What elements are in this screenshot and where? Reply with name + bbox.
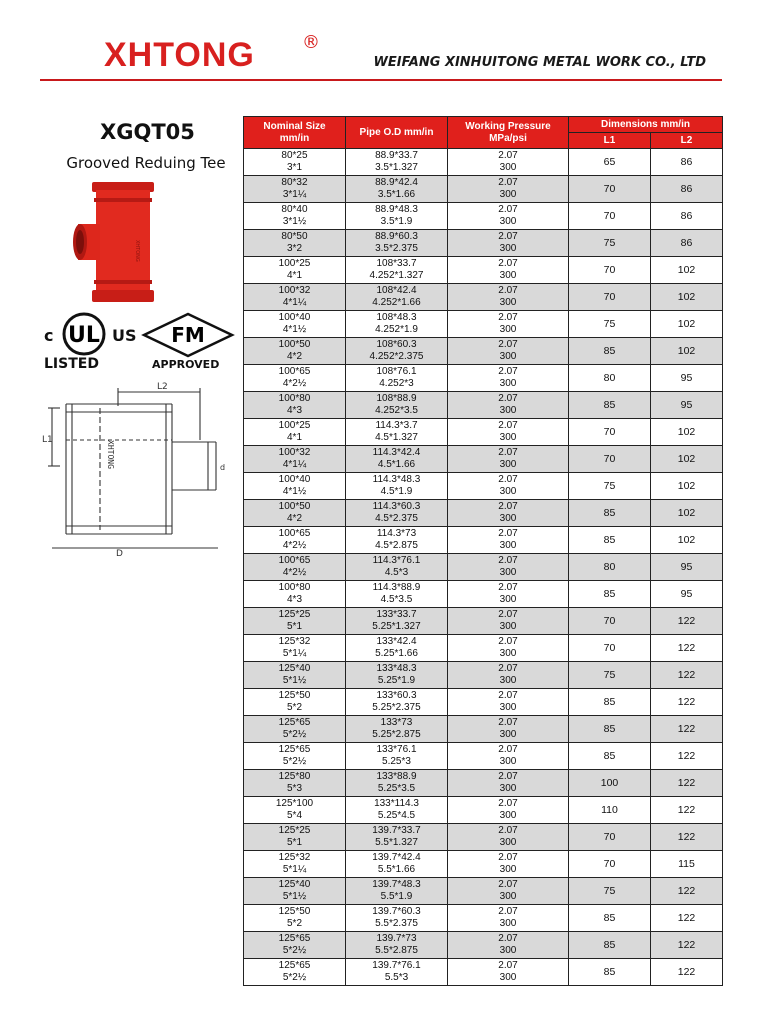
cell-working-pressure: 2.07 300 [448,527,569,554]
cell-l2: 102 [651,419,723,446]
spec-table [243,116,723,986]
table-row [244,716,723,743]
cell-l2: 122 [651,689,723,716]
cell-nominal-size: 125*32 5*1¼ [244,635,346,662]
cell-pipe-od: 88.9*33.7 3.5*1.327 [346,149,448,176]
cell-l1: 70 [569,176,651,203]
ul-us-label: US [112,326,137,345]
cell-working-pressure: 2.07 300 [448,662,569,689]
cell-pipe-od: 114.3*42.4 4.5*1.66 [346,446,448,473]
fm-logo-icon [140,312,236,358]
product-image [72,180,172,304]
cell-working-pressure: 2.07 300 [448,932,569,959]
cell-l2: 86 [651,230,723,257]
table-row [244,581,723,608]
cell-l1: 75 [569,311,651,338]
cell-nominal-size: 125*32 5*1¼ [244,851,346,878]
cell-working-pressure: 2.07 300 [448,851,569,878]
cell-pipe-od: 88.9*42.4 3.5*1.66 [346,176,448,203]
table-row [244,311,723,338]
cell-pipe-od: 108*88.9 4.252*3.5 [346,392,448,419]
cell-l1: 85 [569,527,651,554]
cell-nominal-size: 100*65 4*2½ [244,365,346,392]
cell-working-pressure: 2.07 300 [448,284,569,311]
cell-l1: 85 [569,392,651,419]
cell-l1: 100 [569,770,651,797]
table-row [244,230,723,257]
cell-pipe-od: 133*33.7 5.25*1.327 [346,608,448,635]
cell-working-pressure: 2.07 300 [448,176,569,203]
ul-logo-icon [58,312,110,356]
table-row [244,851,723,878]
table-row [244,824,723,851]
cell-l2: 102 [651,338,723,365]
cell-nominal-size: 100*25 4*1 [244,257,346,284]
col-header-dimensions: Dimensions mm/in [569,117,723,133]
cell-pipe-od: 114.3*60.3 4.5*2.375 [346,500,448,527]
cell-l1: 70 [569,446,651,473]
header-divider [40,79,722,81]
cell-l1: 70 [569,419,651,446]
drawing-label-l2: L2 [157,382,168,392]
table-row [244,203,723,230]
cell-l1: 85 [569,581,651,608]
cell-nominal-size: 125*40 5*1½ [244,662,346,689]
cell-pipe-od: 108*48.3 4.252*1.9 [346,311,448,338]
cell-l2: 95 [651,581,723,608]
casting-mark: XHTONG [134,240,140,262]
cell-l2: 122 [651,797,723,824]
col-header-l1: L1 [569,133,651,149]
cell-l1: 80 [569,554,651,581]
cell-pipe-od: 88.9*60.3 3.5*2.375 [346,230,448,257]
table-row [244,878,723,905]
cell-nominal-size: 80*25 3*1 [244,149,346,176]
cell-nominal-size: 100*80 4*3 [244,581,346,608]
fm-approved-label: APPROVED [152,358,220,371]
table-row [244,500,723,527]
cell-nominal-size: 125*65 5*2½ [244,959,346,986]
brand-logo: XHTONG [104,36,255,74]
cell-working-pressure: 2.07 300 [448,905,569,932]
cell-l2: 86 [651,149,723,176]
cell-l1: 65 [569,149,651,176]
cell-working-pressure: 2.07 300 [448,770,569,797]
cell-working-pressure: 2.07 300 [448,257,569,284]
table-row [244,932,723,959]
table-row [244,770,723,797]
cell-l1: 85 [569,500,651,527]
cell-l2: 95 [651,554,723,581]
cell-pipe-od: 114.3*73 4.5*2.875 [346,527,448,554]
cell-working-pressure: 2.07 300 [448,824,569,851]
cell-l2: 122 [651,878,723,905]
table-row [244,284,723,311]
cell-nominal-size: 125*80 5*3 [244,770,346,797]
cell-l2: 122 [651,932,723,959]
cell-working-pressure: 2.07 300 [448,149,569,176]
cell-l1: 70 [569,257,651,284]
cell-nominal-size: 125*50 5*2 [244,689,346,716]
cell-l1: 70 [569,284,651,311]
product-model: XGQT05 [100,120,195,144]
cell-nominal-size: 125*65 5*2½ [244,932,346,959]
cell-pipe-od: 139.7*60.3 5.5*2.375 [346,905,448,932]
cell-working-pressure: 2.07 300 [448,797,569,824]
cell-l2: 86 [651,203,723,230]
cell-l1: 70 [569,203,651,230]
cell-l2: 122 [651,770,723,797]
col-header-l2: L2 [651,133,723,149]
cell-l2: 115 [651,851,723,878]
cell-pipe-od: 114.3*88.9 4.5*3.5 [346,581,448,608]
table-row [244,392,723,419]
cell-pipe-od: 108*33.7 4.252*1.327 [346,257,448,284]
table-row [244,446,723,473]
fm-mark: FM [171,323,205,347]
cell-l2: 122 [651,635,723,662]
cell-working-pressure: 2.07 300 [448,581,569,608]
table-row [244,959,723,986]
cell-l1: 85 [569,905,651,932]
cell-l2: 122 [651,662,723,689]
table-row [244,743,723,770]
cell-l1: 70 [569,824,651,851]
cell-pipe-od: 133*60.3 5.25*2.375 [346,689,448,716]
cell-nominal-size: 100*50 4*2 [244,500,346,527]
cell-working-pressure: 2.07 300 [448,203,569,230]
cell-l1: 75 [569,662,651,689]
cell-working-pressure: 2.07 300 [448,311,569,338]
cell-working-pressure: 2.07 300 [448,554,569,581]
drawing-casting-text: XHTONG [106,440,115,469]
cell-l2: 102 [651,473,723,500]
cell-nominal-size: 125*25 5*1 [244,608,346,635]
table-row [244,608,723,635]
cell-nominal-size: 100*50 4*2 [244,338,346,365]
cell-l1: 75 [569,230,651,257]
cell-l2: 95 [651,365,723,392]
cell-l1: 85 [569,959,651,986]
cell-l2: 122 [651,716,723,743]
cell-l1: 85 [569,338,651,365]
cell-pipe-od: 88.9*48.3 3.5*1.9 [346,203,448,230]
cell-pipe-od: 114.3*3.7 4.5*1.327 [346,419,448,446]
table-row [244,365,723,392]
cell-l1: 85 [569,689,651,716]
cell-working-pressure: 2.07 300 [448,473,569,500]
cell-l1: 85 [569,932,651,959]
cell-l1: 75 [569,878,651,905]
cell-l1: 75 [569,473,651,500]
cell-working-pressure: 2.07 300 [448,959,569,986]
cell-working-pressure: 2.07 300 [448,230,569,257]
cell-l1: 80 [569,365,651,392]
product-name: Grooved Reduing Tee [66,154,226,172]
cell-working-pressure: 2.07 300 [448,716,569,743]
cell-working-pressure: 2.07 300 [448,608,569,635]
cell-pipe-od: 133*76.1 5.25*3 [346,743,448,770]
cell-nominal-size: 80*40 3*1½ [244,203,346,230]
table-row [244,797,723,824]
cell-l2: 102 [651,446,723,473]
ul-mark: UL [68,323,100,348]
cell-l1: 70 [569,851,651,878]
cell-l1: 110 [569,797,651,824]
cell-l2: 102 [651,257,723,284]
cell-working-pressure: 2.07 300 [448,878,569,905]
technical-drawing [40,380,240,560]
table-row [244,257,723,284]
cell-l1: 70 [569,635,651,662]
cell-working-pressure: 2.07 300 [448,635,569,662]
cell-l2: 122 [651,608,723,635]
col-header-pressure: Working Pressure MPa/psi [448,117,569,149]
cell-nominal-size: 125*25 5*1 [244,824,346,851]
cell-working-pressure: 2.07 300 [448,500,569,527]
drawing-label-l1: L1 [42,435,53,445]
cell-l2: 102 [651,284,723,311]
cell-working-pressure: 2.07 300 [448,419,569,446]
cell-nominal-size: 80*32 3*1¼ [244,176,346,203]
company-name: WEIFANG XINHUITONG METAL WORK CO., LTD [373,55,706,70]
cell-pipe-od: 114.3*48.3 4.5*1.9 [346,473,448,500]
table-row [244,473,723,500]
table-row [244,662,723,689]
registered-mark: ® [302,32,320,53]
col-header-od: Pipe O.D mm/in [346,117,448,149]
cell-nominal-size: 100*80 4*3 [244,392,346,419]
cell-pipe-od: 108*76.1 4.252*3 [346,365,448,392]
cell-nominal-size: 100*65 4*2½ [244,554,346,581]
cell-l2: 122 [651,743,723,770]
cell-pipe-od: 108*60.3 4.252*2.375 [346,338,448,365]
cell-nominal-size: 100*32 4*1¼ [244,446,346,473]
cell-pipe-od: 139.7*42.4 5.5*1.66 [346,851,448,878]
cell-nominal-size: 100*25 4*1 [244,419,346,446]
cell-l2: 122 [651,905,723,932]
cell-nominal-size: 125*65 5*2½ [244,743,346,770]
cell-working-pressure: 2.07 300 [448,338,569,365]
cell-nominal-size: 100*32 4*1¼ [244,284,346,311]
certification-logos [40,310,240,380]
cell-nominal-size: 100*40 4*1½ [244,473,346,500]
cell-nominal-size: 100*65 4*2½ [244,527,346,554]
cell-pipe-od: 139.7*33.7 5.5*1.327 [346,824,448,851]
ul-c-label: c [44,326,54,345]
table-row [244,554,723,581]
cell-pipe-od: 133*88.9 5.25*3.5 [346,770,448,797]
cell-working-pressure: 2.07 300 [448,689,569,716]
cell-pipe-od: 133*114.3 5.25*4.5 [346,797,448,824]
drawing-label-d: D [116,549,123,559]
table-row [244,689,723,716]
cell-l2: 102 [651,500,723,527]
cell-pipe-od: 114.3*76.1 4.5*3 [346,554,448,581]
cell-l2: 122 [651,959,723,986]
table-row [244,338,723,365]
cell-l1: 85 [569,743,651,770]
cell-l1: 70 [569,608,651,635]
cell-working-pressure: 2.07 300 [448,392,569,419]
cell-working-pressure: 2.07 300 [448,446,569,473]
table-row [244,149,723,176]
cell-pipe-od: 108*42.4 4.252*1.66 [346,284,448,311]
cell-pipe-od: 139.7*73 5.5*2.875 [346,932,448,959]
cell-l2: 86 [651,176,723,203]
page-header [40,30,722,82]
cell-pipe-od: 133*42.4 5.25*1.66 [346,635,448,662]
cell-nominal-size: 125*100 5*4 [244,797,346,824]
cell-pipe-od: 133*73 5.25*2.875 [346,716,448,743]
table-row [244,527,723,554]
table-row [244,176,723,203]
cell-working-pressure: 2.07 300 [448,743,569,770]
cell-l2: 102 [651,311,723,338]
table-row [244,905,723,932]
ul-listed-label: LISTED [44,356,99,372]
table-header-row [244,117,723,133]
cell-pipe-od: 139.7*76.1 5.5*3 [346,959,448,986]
cell-l2: 95 [651,392,723,419]
cell-working-pressure: 2.07 300 [448,365,569,392]
table-row [244,635,723,662]
cell-l2: 122 [651,824,723,851]
cell-nominal-size: 125*40 5*1½ [244,878,346,905]
table-row [244,419,723,446]
cell-nominal-size: 80*50 3*2 [244,230,346,257]
col-header-nominal: Nominal Size mm/in [244,117,346,149]
cell-l1: 85 [569,716,651,743]
drawing-label-d-small: d [220,463,226,472]
cell-nominal-size: 125*65 5*2½ [244,716,346,743]
cell-l2: 102 [651,527,723,554]
cell-nominal-size: 125*50 5*2 [244,905,346,932]
cell-pipe-od: 133*48.3 5.25*1.9 [346,662,448,689]
cell-nominal-size: 100*40 4*1½ [244,311,346,338]
cell-pipe-od: 139.7*48.3 5.5*1.9 [346,878,448,905]
